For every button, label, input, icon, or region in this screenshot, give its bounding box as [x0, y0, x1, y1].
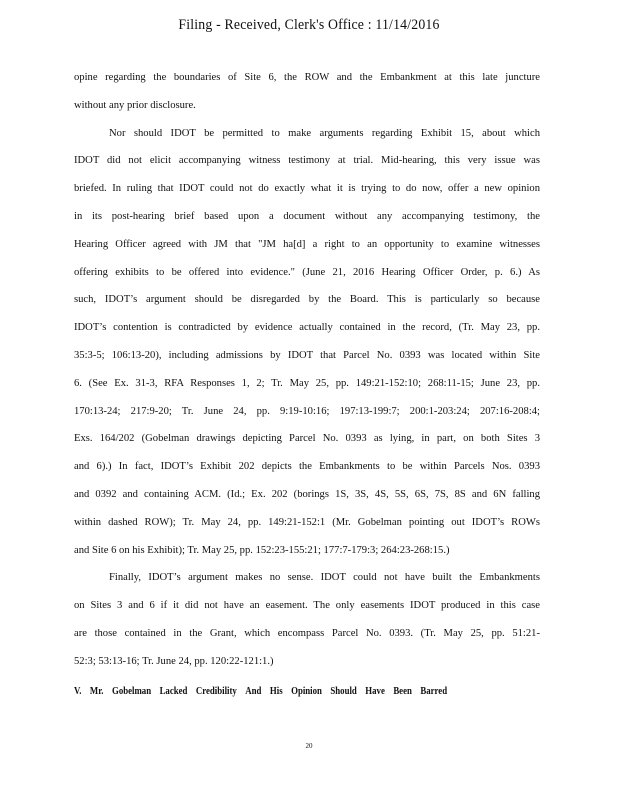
section-heading-word: Lacked: [159, 686, 188, 697]
paragraph-2-line: briefed. In ruling that IDOT could not do exactly what it is trying to do now, offer a new opinion: [74, 183, 540, 195]
paragraph-2-line: Hearing Officer agreed with JM that "JM ha[d] a right to an opportunity to examine witnesses: [74, 238, 540, 250]
paragraph-1-line: opine regarding the boundaries of Site 6, the ROW and the Embankment at this late juncture: [74, 72, 540, 83]
paragraph-2-line: such, IDOT’s argument should be disregarded by the Board. This is particularly so because: [74, 294, 540, 306]
paragraph-3-line: 52:3; 53:13-16; Tr. June 24, pp. 120:22-121:1.): [74, 655, 274, 667]
section-heading-word: Have: [365, 686, 385, 697]
filing-stamp-header: Filing - Received, Clerk's Office : 11/14/2016: [178, 17, 440, 33]
paragraph-2-line: and 0392 and containing ACM. (Id.; Ex. 202 (borings 1S, 3S, 4S, 5S, 6S, 7S, 8S and 6N falling: [74, 488, 540, 500]
section-heading-word: Gobelman: [111, 686, 152, 697]
paragraph-3-line: on Sites 3 and 6 if it did not have an easement. The only easements IDOT produced in this case: [74, 600, 540, 612]
paragraph-3-line: are those contained in the Grant, which encompass Parcel No. 0393. (Tr. May 25, pp. 51:21-: [74, 627, 540, 639]
paragraph-2-line: 6. (See Ex. 31-3, RFA Responses 1, 2; Tr. May 25, pp. 149:21-152:10; 268:11-15; June 23, pp.: [74, 377, 540, 389]
paragraph-2-line: offering exhibits to be offered into evidence." (June 21, 2016 Hearing Officer Order, p. 6.) As: [74, 266, 540, 278]
paragraph-2-line: 170:13-24; 217:9-20; Tr. June 24, pp. 9:19-10:16; 197:13-199:7; 200:1-203:24; 207:16-208:4;: [74, 405, 540, 417]
paragraph-2-line: Exs. 164/202 (Gobelman drawings depicting Parcel No. 0393 as lying, in part, on both Sites 3: [74, 433, 540, 445]
page-number: 20: [305, 742, 313, 750]
paragraph-2-line: in its post-hearing brief based upon a document without any accompanying testimony, the: [74, 210, 540, 222]
section-heading-word: Credibility: [195, 686, 237, 697]
body-text: [74, 68, 540, 680]
section-heading-word: His: [269, 686, 283, 697]
paragraph-2-line: and Site 6 on his Exhibit); Tr. May 25, pp. 152:23-155:21; 177:7-179:3; 264:23-268:15.): [74, 544, 450, 556]
section-heading-word: Been: [393, 686, 412, 697]
paragraph-2-line: and 6).) In fact, IDOT’s Exhibit 202 depicts the Embankments to be within Parcels Nos. 0393: [74, 461, 540, 473]
section-number: V.: [74, 686, 82, 697]
paragraph-2-line: 35:3-5; 106:13-20), including admissions by IDOT that Parcel No. 0393 was located within Site: [74, 349, 540, 361]
paragraph-2-line: within dashed ROW); Tr. May 24, pp. 149:21-152:1 (Mr. Gobelman pointing out IDOT’s ROWs: [74, 516, 540, 528]
section-heading-word: Opinion: [291, 686, 322, 697]
paragraph-2-line: Nor should IDOT be permitted to make arguments regarding Exhibit 15, about which: [109, 127, 540, 139]
section-heading-word: Barred: [420, 686, 448, 697]
section-heading-word: And: [245, 686, 262, 697]
paragraph-2-line: IDOT’s contention is contradicted by evidence actually contained in the record, (Tr. May 23, pp.: [74, 322, 540, 334]
section-heading: [74, 686, 447, 697]
paragraph-1-line: without any prior disclosure.: [74, 99, 196, 111]
section-heading-word: Mr.: [89, 686, 104, 697]
section-heading-word: Should: [330, 686, 357, 697]
paragraph-3-line: Finally, IDOT’s argument makes no sense. IDOT could not have built the Embankments: [109, 572, 540, 584]
paragraph-2-line: IDOT did not elicit accompanying witness testimony at trial. Mid-hearing, this very issue was: [74, 155, 540, 167]
